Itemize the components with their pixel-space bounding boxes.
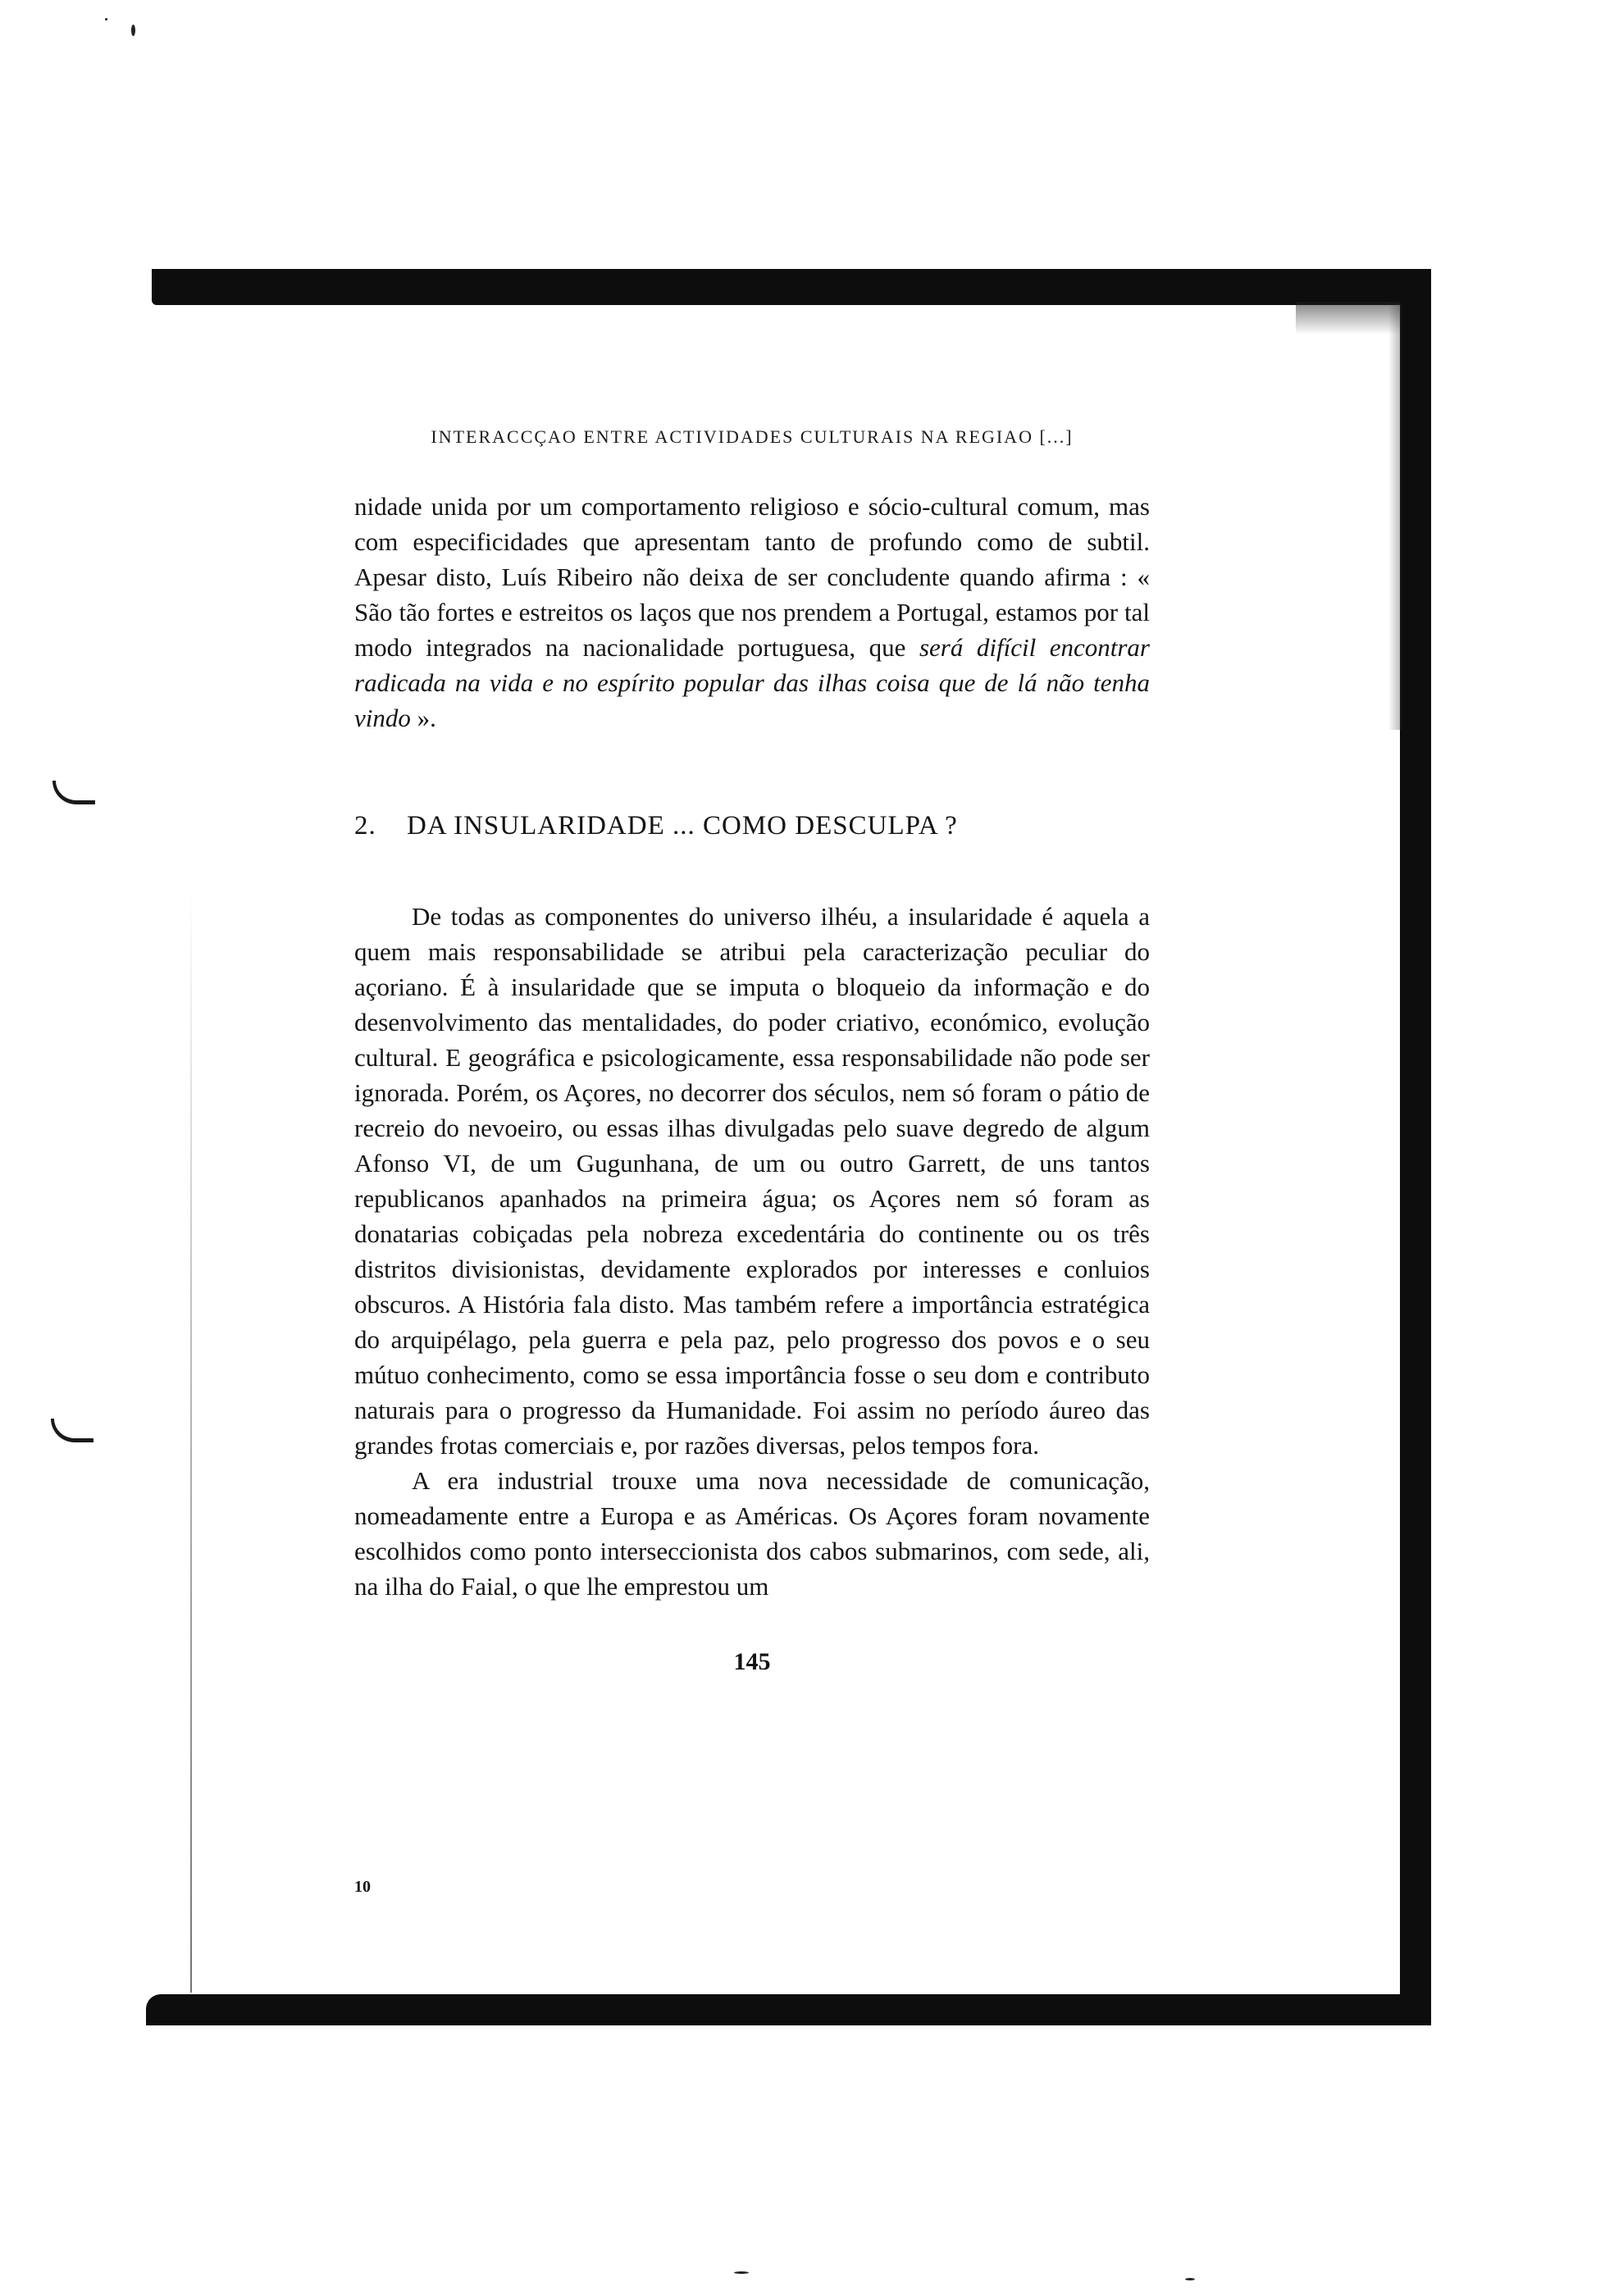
signature-mark: 10 [354,1878,371,1896]
scan-speck [734,2271,749,2274]
scan-speck [1185,2278,1195,2280]
quotation-italic: será difícil encontrar radicada na vida e no espírito popular das ilhas coisa que de lá não tenha vindo [354,633,1150,732]
scan-border-top [152,269,1431,305]
section-title: DA INSULARIDADE ... COMO DESCULPA ? [407,811,958,840]
scan-left-edge [190,886,192,1993]
running-head: INTERACCÇAO ENTRE ACTIVIDADES CULTURAIS NA REGIAO [...] [431,426,1074,447]
binding-mark [51,1419,93,1442]
paragraph-text: nidade unida por um comportamento religioso e sócio-cultural comum, mas com especificidades que apresentam tanto de profundo como de subtil. Apesar disto, Luís Ribeiro não deixa de ser concludente quando afirma : « São tão fortes e estreitos os laços que nos prendem a Portugal, estamos por tal modo integrados na nacionalidade portuguesa, que [354,492,1150,662]
document-page [354,426,1150,1676]
paragraph-insularity: De todas as componentes do universo ilhéu, a insularidade é aquela a quem mais responsabilidade se atribui pela caracterização peculiar do açoriano. É à insularidade que se imputa o bloqueio da informação e do desenvolvimento das mentalidades, do poder criativo, económico, evolução cultural. E geográfica e psicologicamente, essa responsabilidade não pode ser ignorada. Porém, os Açores, no decorrer dos séculos, nem só foram o pátio de recreio do nevoeiro, ou essas ilhas divulgadas pelo suave degredo de algum Afonso VI, de um Gugunhana, de um ou outro Garrett, de uns tantos republicanos apanhados na primeira água; os Açores nem só foram as donatarias cobiçadas pela nobreza excedentária do continente ou os três distritos divisionistas, devidamente explorados por interesses e conluios obscuros. A História fala disto. Mas também refere a importância estratégica do arquipélago, pela guerra e pela paz, pelo progresso dos povos e o seu mútuo conhecimento, como se essa importância fosse o seu dom e contributo naturais para o progresso da Humanidade. Foi assim no período áureo das grandes frotas comerciais e, por razões diversas, pelos tempos fora. [354,902,1150,1460]
scan-speck [105,18,107,20]
page-number: 145 [733,1648,771,1675]
scan-border-right [1400,269,1431,2025]
binding-mark [52,781,95,804]
paragraph-continued [354,489,1150,736]
scan-edge-shadow [1388,303,1402,730]
scan-border-bottom [146,1994,1431,2025]
quotation-close: ». [410,704,436,732]
scan-speck [131,25,135,36]
section-heading [354,811,1150,841]
section-number: 2. [354,811,376,840]
paragraph-industrial-era: A era industrial trouxe uma nova necessidade de comunicação, nomeadamente entre a Europa e as Américas. Os Açores foram novamente escolhidos como ponto interseccionista dos cabos submarinos, com sede, ali, na ilha do Faial, o que lhe emprestou um [354,1466,1150,1601]
